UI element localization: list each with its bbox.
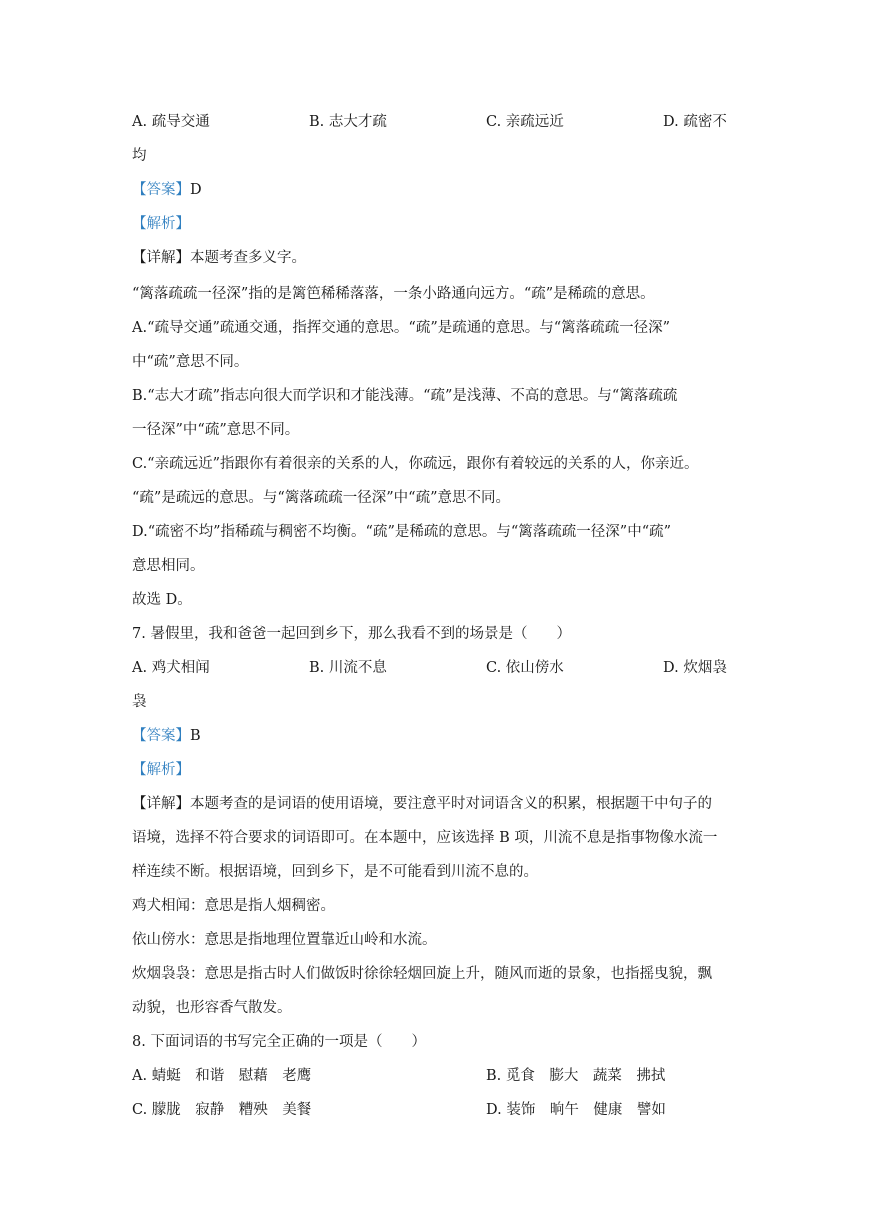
q8-option-b: B. 觅食 膨大 蔬菜 拂拭 [486,1068,666,1084]
q7-detail-line: 动貌，也形容香气散发。 [132,1000,292,1016]
q6-option-a: A. 疏导交通 [132,114,210,130]
q6-detail-line: 意思相同。 [132,558,205,574]
q6-detail-line: 【详解】本题考查多义字。 [132,250,306,266]
q6-detail-line: “篱落疏疏一径深”指的是篱笆稀稀落落，一条小路通向远方。“疏”是稀疏的意思。 [132,286,655,302]
q6-detail-line: 一径深”中“疏”意思不同。 [132,422,300,438]
q8-option-d: D. 装饰 晌午 健康 譬如 [486,1102,666,1118]
q7-detail-line: 鸡犬相闻：意思是指人烟稠密。 [132,898,335,914]
q6-detail-line: B.“志大才疏”指志向很大而学识和才能浅薄。“疏”是浅薄、不高的意思。与“篱落疏疏 [132,388,678,404]
q8-question: 8. 下面词语的书写完全正确的一项是（ ） [132,1034,426,1050]
q6-analysis-tag: 【解析】 [132,216,190,232]
q6-option-wrap: 均 [132,148,147,164]
q6-detail-line: “疏”是疏远的意思。与“篱落疏疏一径深”中“疏”意思不同。 [132,490,510,506]
answer-tag: 【答案】 [132,728,190,744]
q7-option-c: C. 依山傍水 [486,660,564,676]
q7-analysis-tag: 【解析】 [132,762,190,778]
q7-detail-line: 【详解】本题考查的是词语的使用语境，要注意平时对词语含义的积累，根据题干中句子的 [132,796,712,812]
q7-detail-line: 语境，选择不符合要求的词语即可。在本题中，应该选择 B 项，川流不息是指事物像水流一 [132,830,718,846]
q8-option-c: C. 朦胧 寂静 糟殃 美餐 [132,1102,312,1118]
q6-detail-line: 中“疏”意思不同。 [132,354,249,370]
q7-option-b: B. 川流不息 [309,660,387,676]
q7-detail-line: 炊烟袅袅：意思是指古时人们做饭时徐徐轻烟回旋上升，随风而逝的景象，也指摇曳貌，飘 [132,966,712,982]
q7-option-wrap: 袅 [132,694,147,710]
q6-detail-line: 故选 D。 [132,592,192,608]
answer-value: B [190,728,201,744]
q6-answer [132,180,737,200]
q7-option-a: A. 鸡犬相闻 [132,660,210,676]
q6-option-d: D. 疏密不 [663,114,727,130]
answer-tag: 【答案】 [132,182,190,198]
q8-option-a: A. 蜻蜓 和谐 慰藉 老鹰 [132,1068,312,1084]
q7-question: 7. 暑假里，我和爸爸一起回到乡下，那么我看不到的场景是（ ） [132,626,571,642]
answer-value: D [190,182,202,198]
q6-detail-line: D.“疏密不均”指稀疏与稠密不均衡。“疏”是稀疏的意思。与“篱落疏疏一径深”中“疏” [132,524,672,540]
q6-detail-line: C.“亲疏远近”指跟你有着很亲的关系的人，你疏远，跟你有着较远的关系的人，你亲近。 [132,456,699,472]
q6-option-b: B. 志大才疏 [309,114,387,130]
q7-detail-line: 样连续不断。根据语境，回到乡下，是不可能看到川流不息的。 [132,864,538,880]
q6-option-c: C. 亲疏远近 [486,114,564,130]
q7-answer [132,726,737,746]
q7-detail-line: 依山傍水：意思是指地理位置靠近山岭和水流。 [132,932,437,948]
q7-option-d: D. 炊烟袅 [663,660,727,676]
q6-detail-line: A.“疏导交通”疏通交通，指挥交通的意思。“疏”是疏通的意思。与“篱落疏疏一径深” [132,320,671,336]
